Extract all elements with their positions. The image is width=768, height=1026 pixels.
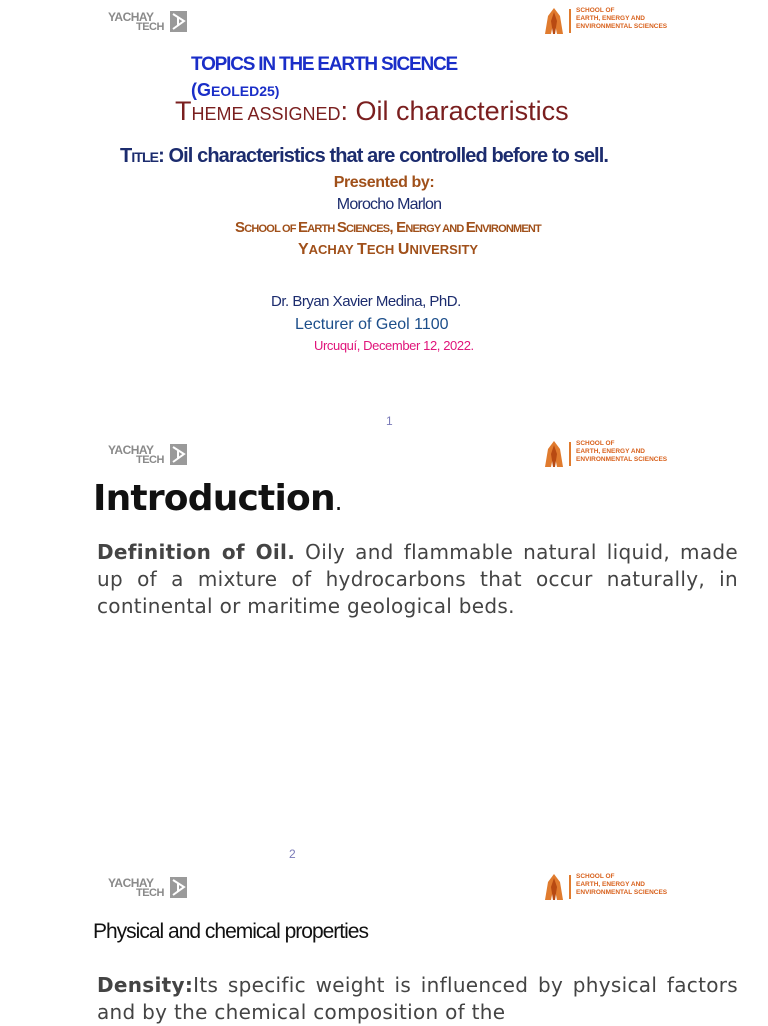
density-paragraph	[97, 972, 738, 1026]
density-label: Density:	[97, 973, 194, 997]
school-logo-line: SCHOOL OF	[576, 440, 615, 447]
definition-label: Definition of Oil.	[97, 540, 296, 564]
sc-cap: E	[297, 219, 308, 236]
sc-small: ACHAY	[308, 242, 358, 257]
logo-word-yachay: YACHAY	[108, 876, 154, 890]
flame-emblem-icon	[541, 7, 567, 35]
theme-assigned	[175, 96, 569, 127]
course-code-prefix: (G	[191, 80, 211, 100]
lecturer-name: Dr. Bryan Xavier Medina, PhD.	[271, 293, 461, 310]
school-logo-line: ENVIRONMENTAL SCIENCES	[576, 456, 668, 463]
yachay-tech-logo	[108, 10, 198, 36]
sc-cap: E	[396, 219, 406, 236]
sc-small: NERGY AND	[405, 223, 466, 235]
sc-cap: E	[465, 219, 475, 236]
sc-small: NIVERSITY	[409, 242, 479, 257]
school-name	[0, 219, 768, 236]
school-logo-text	[576, 873, 667, 897]
title-initial: T	[120, 145, 132, 167]
introduction-heading	[93, 478, 342, 519]
definition-paragraph	[97, 539, 738, 620]
logo-divider	[569, 9, 571, 33]
sc-small: ECH	[366, 242, 398, 257]
logo-word-yachay: YACHAY	[108, 10, 154, 24]
sc-small: CIENCES	[346, 223, 390, 235]
definition-text: Oily and flammable natural liquid, made up of a mixture of hydrocarbons that occur naturally, in continental or maritime geological beds.	[97, 540, 738, 618]
school-logo	[541, 7, 668, 35]
presentation-date: Urcuquí, December 12, 2022.	[314, 338, 474, 353]
school-logo-text	[576, 440, 667, 464]
school-logo-line: SCHOOL OF	[576, 873, 615, 880]
lecturer-course: Lecturer of Geol 1100	[295, 316, 449, 333]
yachay-tech-logo	[108, 876, 198, 902]
sc-small: CHOOL OF	[244, 223, 298, 235]
school-logo-line: SCHOOL OF	[576, 7, 615, 14]
author-name: Morocho Marlon	[336, 196, 442, 213]
flame-emblem-icon	[541, 873, 567, 901]
sc-cap: Y	[297, 241, 309, 258]
logo-word-tech: TECH	[136, 21, 164, 33]
theme-initial: T	[175, 96, 192, 126]
density-text: Its specific weight is influenced by physical factors and by the chemical composition of the	[97, 973, 738, 1024]
presentation-title	[120, 145, 608, 168]
heading-text: Introduction	[93, 478, 335, 519]
course-code-rest: EOLED25)	[211, 83, 280, 99]
logo-word-tech: TECH	[136, 454, 164, 466]
sc-comma: ,	[389, 219, 397, 236]
page-number: 2	[289, 847, 296, 861]
sc-small: NVIRONMENT	[475, 223, 541, 235]
sc-cap: S	[235, 219, 245, 236]
school-logo-text	[576, 7, 667, 31]
title-label: ITLE	[131, 149, 159, 165]
flame-emblem-icon	[541, 440, 567, 468]
yachay-emblem-icon	[170, 444, 187, 465]
school-logo-line: EARTH, ENERGY AND	[576, 15, 645, 22]
theme-value: : Oil characteristics	[340, 96, 569, 126]
sc-small: ARTH	[307, 223, 337, 235]
school-logo-line: EARTH, ENERGY AND	[576, 448, 645, 455]
presented-by-label: Presented by:	[333, 174, 435, 191]
sc-cap: U	[397, 241, 410, 258]
page-number: 1	[386, 414, 393, 428]
title-value: : Oil characteristics that are controlled before to sell.	[158, 145, 609, 167]
yachay-tech-logo	[108, 443, 198, 469]
school-logo	[541, 873, 668, 901]
yachay-emblem-icon	[170, 877, 187, 898]
sc-cap: T	[357, 241, 367, 258]
course-topics-title: TOPICS IN THE EARTH SICENCE	[191, 54, 458, 75]
logo-divider	[569, 875, 571, 899]
school-logo-line: EARTH, ENERGY AND	[576, 881, 645, 888]
logo-word-tech: TECH	[136, 887, 164, 899]
university-name	[0, 241, 768, 259]
yachay-emblem-icon	[170, 11, 187, 32]
school-logo-line: ENVIRONMENTAL SCIENCES	[576, 889, 668, 896]
heading-dot: .	[334, 488, 342, 516]
school-logo-line: ENVIRONMENTAL SCIENCES	[576, 23, 668, 30]
theme-label: HEME ASSIGNED	[191, 104, 341, 124]
logo-word-yachay: YACHAY	[108, 443, 154, 457]
sc-cap: S	[336, 219, 347, 236]
school-logo	[541, 440, 668, 468]
properties-heading: Physical and chemical properties	[93, 920, 368, 943]
logo-divider	[569, 442, 571, 466]
